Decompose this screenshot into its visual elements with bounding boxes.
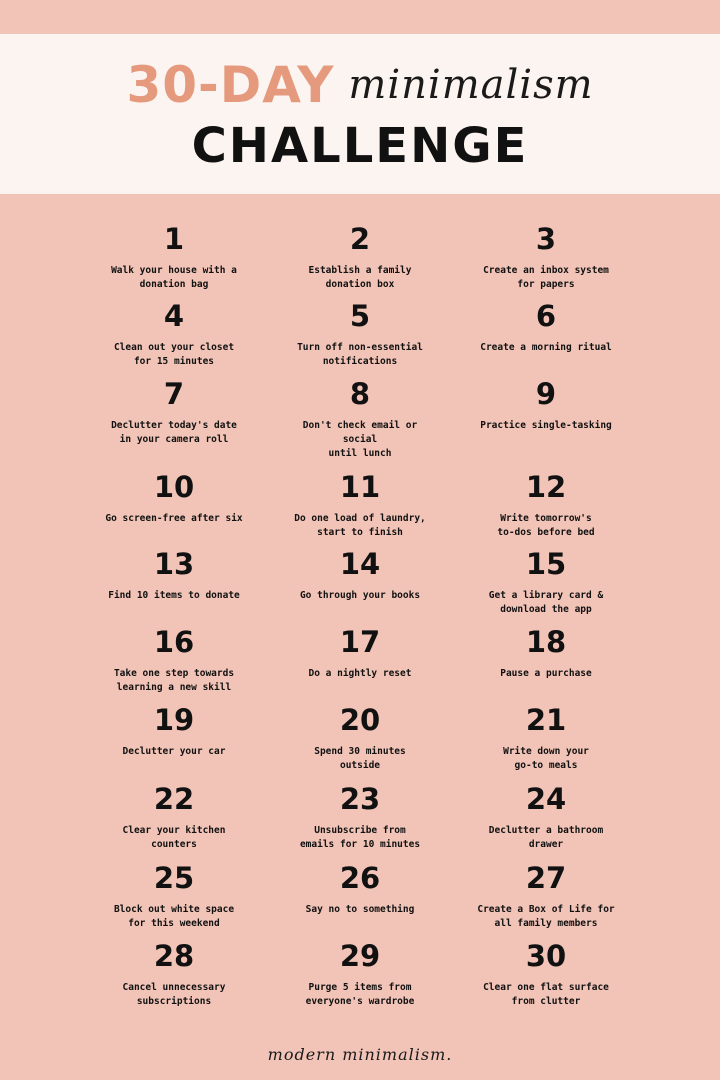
day-item xyxy=(74,625,274,695)
title-script: minimalism xyxy=(348,62,594,108)
day-number: 20 xyxy=(339,703,381,737)
day-item xyxy=(260,299,460,369)
day-number: 26 xyxy=(339,861,381,895)
day-item xyxy=(74,782,274,852)
day-task: Declutter today's date in your camera roll xyxy=(111,420,237,445)
day-task: Purge 5 items from everyone's wardrobe xyxy=(305,982,415,1007)
day-number: 1 xyxy=(163,222,185,256)
title-highlight: 30-DAY xyxy=(126,56,335,114)
day-task: Do a nightly reset xyxy=(308,668,412,679)
day-task: Practice single-tasking xyxy=(480,420,612,431)
day-task: Walk your house with a donation bag xyxy=(111,265,237,290)
page-title: CHALLENGE xyxy=(191,118,529,174)
day-item xyxy=(74,861,274,931)
day-number: 22 xyxy=(153,782,195,816)
day-number: 25 xyxy=(153,861,195,895)
day-task: Cancel unnecessary subscriptions xyxy=(122,982,226,1007)
day-item xyxy=(260,861,460,917)
day-item xyxy=(260,625,460,681)
day-item xyxy=(446,782,646,852)
day-number: 4 xyxy=(163,299,185,333)
day-number: 13 xyxy=(153,547,195,581)
day-item xyxy=(74,703,274,759)
day-number: 10 xyxy=(153,470,195,504)
day-item xyxy=(446,299,646,355)
day-item xyxy=(260,470,460,540)
day-task: Create an inbox system for papers xyxy=(483,265,609,290)
day-task: Take one step towards learning a new skill xyxy=(113,668,235,693)
day-number: 23 xyxy=(339,782,381,816)
day-task: Turn off non-essential notifications xyxy=(297,342,423,367)
day-task: Do one load of laundry, start to finish xyxy=(294,513,426,538)
day-task: Write tomorrow's to-dos before bed xyxy=(497,513,595,538)
day-item xyxy=(446,377,646,433)
day-item xyxy=(260,547,460,603)
day-number: 15 xyxy=(525,547,567,581)
day-item xyxy=(74,377,274,447)
day-task: Create a Box of Life for all family members xyxy=(477,904,615,929)
day-task: Find 10 items to donate xyxy=(108,590,240,601)
day-task: Block out white space for this weekend xyxy=(113,904,235,929)
day-task: Get a library card & download the app xyxy=(488,590,604,615)
day-item xyxy=(446,222,646,292)
day-item xyxy=(446,547,646,617)
footer-brand: modern minimalism. xyxy=(267,1045,453,1064)
day-task: Spend 30 minutes outside xyxy=(314,746,406,771)
day-task: Clean out your closet for 15 minutes xyxy=(113,342,235,367)
day-number: 3 xyxy=(535,222,557,256)
day-number: 2 xyxy=(349,222,371,256)
day-task: Go screen-free after six xyxy=(105,513,243,524)
day-number: 6 xyxy=(535,299,557,333)
day-number: 17 xyxy=(339,625,381,659)
day-number: 30 xyxy=(525,939,567,973)
day-number: 29 xyxy=(339,939,381,973)
day-item xyxy=(446,625,646,681)
day-number: 19 xyxy=(153,703,195,737)
day-item xyxy=(74,547,274,603)
day-number: 5 xyxy=(349,299,371,333)
day-item xyxy=(260,939,460,1009)
day-number: 14 xyxy=(339,547,381,581)
day-task: Say no to something xyxy=(305,904,415,915)
day-number: 11 xyxy=(339,470,381,504)
day-item xyxy=(260,222,460,292)
day-task: Go through your books xyxy=(299,590,421,601)
day-number: 28 xyxy=(153,939,195,973)
day-item xyxy=(446,939,646,1009)
day-item xyxy=(260,377,460,461)
day-number: 16 xyxy=(153,625,195,659)
day-task: Unsubscribe from emails for 10 minutes xyxy=(299,825,421,850)
day-task: Establish a family donation box xyxy=(308,265,412,290)
day-number: 12 xyxy=(525,470,567,504)
day-task: Create a morning ritual xyxy=(480,342,612,353)
day-number: 8 xyxy=(349,377,371,411)
day-task: Don't check email or social until lunch xyxy=(302,420,418,459)
day-item xyxy=(74,222,274,292)
day-task: Declutter a bathroom drawer xyxy=(488,825,604,850)
day-task: Pause a purchase xyxy=(500,668,592,679)
day-item xyxy=(260,782,460,852)
day-item xyxy=(74,299,274,369)
day-item xyxy=(260,703,460,773)
day-number: 27 xyxy=(525,861,567,895)
day-item xyxy=(74,470,274,526)
day-number: 7 xyxy=(163,377,185,411)
day-task: Write down your go-to meals xyxy=(503,746,589,771)
day-number: 24 xyxy=(525,782,567,816)
day-item xyxy=(446,703,646,773)
day-number: 21 xyxy=(525,703,567,737)
day-item xyxy=(446,470,646,540)
day-item xyxy=(446,861,646,931)
day-item xyxy=(74,939,274,1009)
day-task: Clear one flat surface from clutter xyxy=(483,982,609,1007)
day-task: Clear your kitchen counters xyxy=(122,825,226,850)
day-number: 9 xyxy=(535,377,557,411)
day-task: Declutter your car xyxy=(122,746,226,757)
day-number: 18 xyxy=(525,625,567,659)
